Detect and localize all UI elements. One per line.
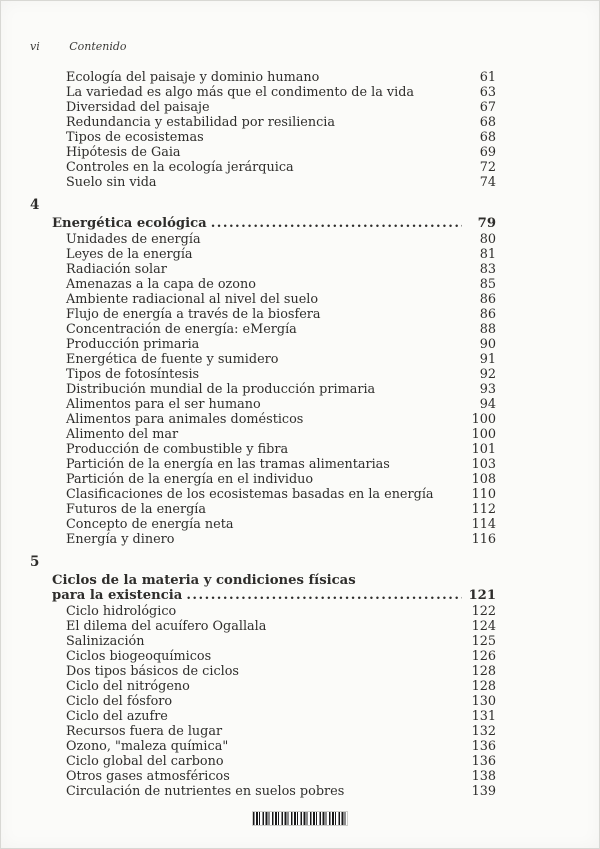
entry-page-number: 68 <box>479 115 496 130</box>
entry-title: Leyes de la energía <box>66 246 193 262</box>
toc-entry <box>30 457 496 472</box>
chapter-number: 4 <box>30 197 40 213</box>
entry-page-number: 91 <box>479 351 496 367</box>
entry-title: Ciclo global del carbono <box>66 753 224 769</box>
toc-entry <box>30 649 496 664</box>
entry-title: Partición de la energía en el individuo <box>66 471 314 487</box>
entry-title: Alimento del mar <box>66 426 179 442</box>
toc-section <box>30 555 496 799</box>
entry-page-number: 101 <box>471 441 496 457</box>
entry-page-number: 83 <box>479 261 496 277</box>
entry-title: Controles en la ecología jerárquica <box>66 160 294 175</box>
toc-section <box>30 198 496 547</box>
entry-title: Diversidad del paisaje <box>66 100 210 115</box>
entry-page-number: 136 <box>471 738 496 754</box>
toc-entry <box>30 754 496 769</box>
entry-page-number: 63 <box>479 85 496 100</box>
entry-page-number: 88 <box>479 321 496 337</box>
entry-page-number: 100 <box>471 411 496 427</box>
toc-entry <box>30 412 496 427</box>
entry-title: Recursos fuera de lugar <box>66 723 223 739</box>
entry-page-number: 68 <box>479 130 496 145</box>
entry-page-number: 130 <box>471 693 496 709</box>
chapter-title: para la existencia <box>52 588 183 603</box>
entry-title: Otros gases atmosféricos <box>66 768 230 784</box>
toc-entry <box>30 694 496 709</box>
entry-title: Ciclo hidrológico <box>66 603 177 619</box>
toc-entry <box>30 502 496 517</box>
toc-entry <box>30 664 496 679</box>
dot-leader <box>211 216 462 232</box>
chapter-title-row <box>30 588 496 604</box>
page-header <box>30 40 127 53</box>
entry-title: Ciclo del fósforo <box>66 693 173 709</box>
toc-entry <box>30 604 496 619</box>
toc-entry <box>30 292 496 307</box>
toc-entry <box>30 709 496 724</box>
toc-entry <box>30 442 496 457</box>
entry-page-number: 69 <box>479 145 496 160</box>
entry-title: Clasificaciones de los ecosistemas basadas en la energía <box>66 486 434 502</box>
entry-title: Concepto de energía neta <box>66 516 234 532</box>
toc-entry <box>30 517 496 532</box>
entry-page-number: 126 <box>471 648 496 664</box>
toc-entry <box>30 472 496 487</box>
folio-page-number: vi <box>30 40 40 53</box>
dot-leader <box>186 588 462 604</box>
entry-title: Dos tipos básicos de ciclos <box>66 663 239 679</box>
chapter-page-number: 121 <box>468 588 496 603</box>
toc-entry <box>30 307 496 322</box>
entry-title: Unidades de energía <box>66 231 201 247</box>
entry-title: Ciclo del nitrógeno <box>66 678 190 694</box>
toc-entry <box>30 337 496 352</box>
entry-title: Alimentos para el ser humano <box>66 396 261 412</box>
entry-title: La variedad es algo más que el condimento de la vida <box>66 85 415 100</box>
entry-title: Radiación solar <box>66 261 167 277</box>
toc-entry <box>30 352 496 367</box>
entry-page-number: 81 <box>479 246 496 262</box>
chapter-title-row <box>30 573 496 589</box>
entry-page-number: 92 <box>479 366 496 382</box>
entry-page-number: 72 <box>479 160 496 175</box>
entry-page-number: 139 <box>471 783 496 799</box>
toc-entry <box>30 160 496 175</box>
toc-entry <box>30 769 496 784</box>
toc-entry <box>30 619 496 634</box>
toc-entry <box>30 679 496 694</box>
toc-entry <box>30 397 496 412</box>
entry-page-number: 122 <box>471 603 496 619</box>
entry-title: Salinización <box>66 633 145 649</box>
toc-entry <box>30 247 496 262</box>
entry-page-number: 138 <box>471 768 496 784</box>
toc-entry <box>30 367 496 382</box>
toc-entry <box>30 130 496 145</box>
entry-page-number: 132 <box>471 723 496 739</box>
toc-entry <box>30 85 496 100</box>
toc-entry <box>30 115 496 130</box>
toc-entry <box>30 427 496 442</box>
toc-entry <box>30 739 496 754</box>
entry-title: Suelo sin vida <box>66 175 157 190</box>
toc-list <box>30 70 496 799</box>
entry-page-number: 128 <box>471 678 496 694</box>
entry-title: Ecología del paisaje y dominio humano <box>66 70 320 85</box>
entry-title: Concentración de energía: eMergía <box>66 321 297 337</box>
entry-title: Flujo de energía a través de la biosfera <box>66 306 321 322</box>
entry-title: Circulación de nutrientes en suelos pobres <box>66 783 345 799</box>
toc-entry <box>30 634 496 649</box>
entry-page-number: 128 <box>471 663 496 679</box>
chapter-number: 5 <box>30 553 40 570</box>
entry-title: Partición de la energía en las tramas alimentarias <box>66 456 390 472</box>
entry-page-number: 131 <box>471 708 496 724</box>
toc-entry <box>30 322 496 337</box>
entry-title: Ambiente radiacional al nivel del suelo <box>66 291 319 307</box>
entry-title: Tipos de fotosíntesis <box>66 366 200 382</box>
entry-page-number: 116 <box>471 531 496 547</box>
entry-page-number: 85 <box>479 276 496 292</box>
entry-page-number: 125 <box>471 633 496 649</box>
entry-title: Amenazas a la capa de ozono <box>66 276 256 292</box>
entry-title: Ozono, "maleza química" <box>66 738 229 754</box>
entry-page-number: 74 <box>479 175 496 190</box>
entry-page-number: 93 <box>479 381 496 397</box>
toc-entry <box>30 100 496 115</box>
entry-page-number: 67 <box>479 100 496 115</box>
entry-page-number: 90 <box>479 336 496 352</box>
toc-section <box>30 70 496 190</box>
entry-title: Ciclo del azufre <box>66 708 168 724</box>
entry-page-number: 103 <box>471 456 496 472</box>
entry-page-number: 108 <box>471 471 496 487</box>
entry-page-number: 124 <box>471 618 496 634</box>
entry-title: Distribución mundial de la producción primaria <box>66 381 376 397</box>
toc-entry <box>30 70 496 85</box>
running-title: Contenido <box>69 40 127 53</box>
toc-entry <box>30 532 496 547</box>
toc-entry <box>30 262 496 277</box>
toc-entry <box>30 487 496 502</box>
chapter-title: Ciclos de la materia y condiciones físicas <box>52 572 356 588</box>
entry-page-number: 114 <box>471 516 496 532</box>
entry-title: Tipos de ecosistemas <box>66 130 204 145</box>
toc-entry <box>30 277 496 292</box>
entry-page-number: 94 <box>479 396 496 412</box>
entry-title: Producción de combustible y fibra <box>66 441 289 457</box>
entry-title: Redundancia y estabilidad por resiliencia <box>66 115 335 130</box>
toc-entry <box>30 145 496 160</box>
entry-page-number: 86 <box>479 306 496 322</box>
entry-title: Energía y dinero <box>66 531 175 547</box>
toc-entry <box>30 382 496 397</box>
toc-entry <box>30 232 496 247</box>
entry-page-number: 112 <box>471 501 496 517</box>
toc-entry <box>30 724 496 739</box>
entry-title: Hipótesis de Gaia <box>66 145 181 160</box>
chapter-page-number: 79 <box>477 216 496 231</box>
barcode <box>253 812 347 825</box>
entry-page-number: 100 <box>471 426 496 442</box>
entry-title: El dilema del acuífero Ogallala <box>66 618 267 634</box>
entry-page-number: 110 <box>471 486 496 502</box>
entry-title: Alimentos para animales domésticos <box>66 411 304 427</box>
chapter-title-row <box>30 216 496 232</box>
toc-entry <box>30 175 496 190</box>
entry-page-number: 136 <box>471 753 496 769</box>
entry-title: Energética de fuente y sumidero <box>66 351 279 367</box>
entry-title: Ciclos biogeoquímicos <box>66 648 212 664</box>
entry-page-number: 80 <box>479 231 496 247</box>
toc-entry <box>30 784 496 799</box>
chapter-title: Energética ecológica <box>52 216 207 231</box>
entry-page-number: 86 <box>479 291 496 307</box>
entry-title: Producción primaria <box>66 336 200 352</box>
entry-title: Futuros de la energía <box>66 501 207 517</box>
entry-page-number: 61 <box>479 70 496 85</box>
